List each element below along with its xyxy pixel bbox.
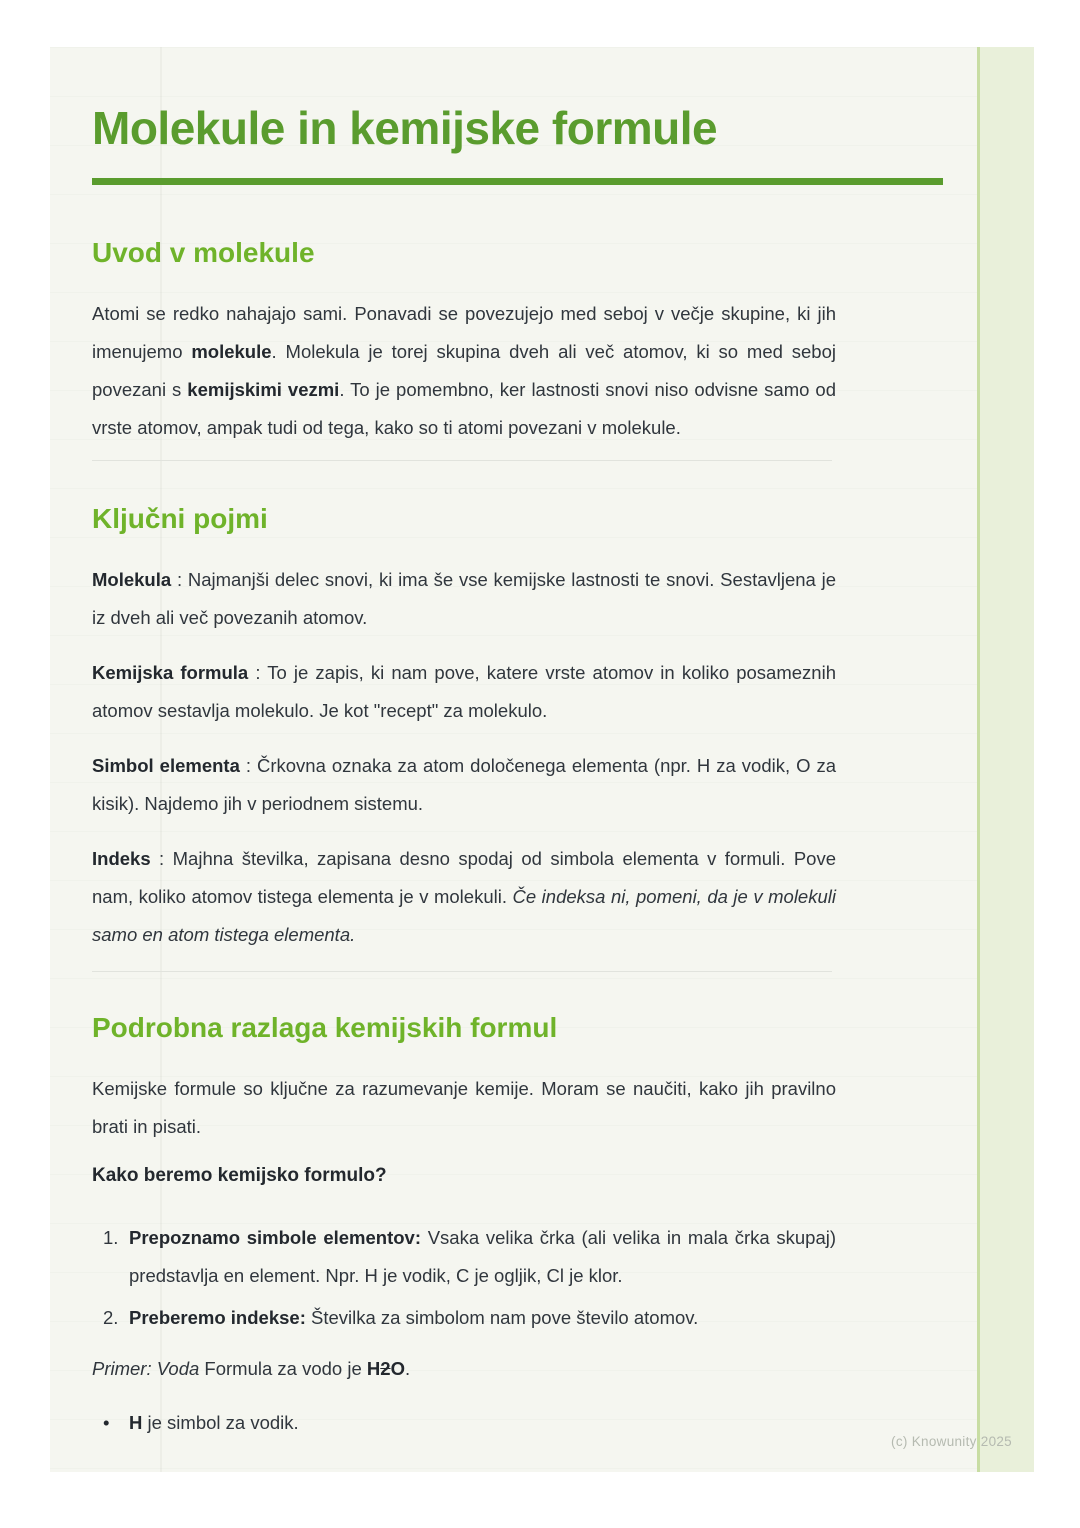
text-run: Atomi se redko nahajajo sami. Ponavadi se povezujejo med seboj v večje skupine, ki jih imenujemo	[92, 302, 836, 362]
text-run: . Molekula je torej skupina dveh ali več atomov, ki so med seboj povezani s	[92, 340, 836, 400]
definition-text: Najmanjši delec snovi, ki ima še vse kemijske lastnosti te snovi. Sestavljena je iz dveh ali več povezanih atomov.	[92, 568, 836, 628]
text-run: Formula za vodo je	[199, 1358, 367, 1380]
section-heading-razlaga: Podrobna razlaga kemijskih formul	[92, 1011, 558, 1043]
text-run: Vsaka velika črka (ali velika in mala črka skupaj) predstavlja en element. Npr. H je vodik, C je ogljik, Cl je klor.	[129, 1227, 836, 1287]
section-heading-uvod: Uvod v molekule	[92, 236, 315, 268]
bullet-item-text	[129, 1404, 836, 1442]
definition-term: Kemijska formula	[92, 661, 249, 683]
page-title: Molekule in kemijske formule	[92, 102, 718, 154]
definition-molekula	[92, 561, 836, 637]
razlaga-intro-paragraph: Kemijske formule so ključne za razumevanje kemije. Moram se naučiti, kako jih pravilno brati in pisati.	[92, 1078, 836, 1138]
definition-simbol-elementa	[92, 747, 836, 823]
bold-term-kemijske-vezmi: kemijskimi vezmi	[187, 378, 340, 400]
list-item-text	[129, 1299, 836, 1337]
text-run: Številka za simbolom nam pove število atomov.	[305, 1307, 699, 1329]
intro-paragraph	[92, 295, 836, 447]
definition-indeks	[92, 840, 836, 954]
formula-subscript-2: 2	[380, 1358, 391, 1380]
bold-term-molekule: molekule	[191, 340, 272, 362]
text-run: . To je pomembno, ker lastnosti snovi niso odvisne samo od vrste atomov, ampak tudi od tega, kako so ti atomi povezani v molekule.	[92, 378, 836, 438]
list-item	[92, 1299, 836, 1337]
right-accent-stripe	[977, 47, 1034, 1472]
list-item-lead: Prepoznamo simbole elementov:	[129, 1227, 421, 1249]
formula-h: H	[366, 1358, 381, 1380]
definition-text: To je zapis, ki nam pove, katere vrste atomov in koliko posameznih atomov sestavlja molekulo. Je kot "recept" za molekulo.	[92, 661, 836, 721]
primer-italic-lead: Primer: Voda	[92, 1358, 200, 1380]
primer-paragraph	[92, 1350, 836, 1388]
definition-text: Majhna številka, zapisana desno spodaj od simbola elementa v formuli. Pove nam, koliko atomov tistega elementa je v molekuli.	[92, 847, 837, 907]
definition-term: Indeks	[92, 847, 151, 869]
list-item	[92, 1219, 836, 1295]
definition-separator: :	[171, 568, 188, 590]
definition-term: Simbol elementa	[92, 754, 240, 776]
bullet-list-item	[92, 1404, 836, 1442]
definition-text: Črkovna oznaka za atom določenega elementa (npr. H za vodik, O za kisik). Najdemo jih v periodnem sistemu.	[92, 754, 837, 814]
watermark-copyright: (c) Knowunity 2025	[891, 1434, 1012, 1449]
content-column	[92, 47, 944, 1442]
formula-o: O	[390, 1358, 405, 1380]
text-run: .	[404, 1358, 411, 1380]
definition-separator: :	[150, 847, 173, 869]
list-item-text	[129, 1219, 836, 1295]
definition-term: Molekula	[92, 568, 172, 590]
definition-separator: :	[239, 754, 257, 776]
title-underline-rule	[92, 178, 943, 185]
definition-separator: :	[248, 661, 268, 683]
bullet-icon: •	[103, 1412, 110, 1434]
definition-italic-note: Če indeksa ni, pomeni, da je v molekuli samo en atom tistega elementa.	[92, 885, 836, 945]
definition-kemijska-formula	[92, 654, 836, 730]
water-formula	[367, 1358, 405, 1379]
bullet-item-lead: H	[129, 1412, 143, 1434]
list-item-number: 2.	[103, 1307, 119, 1329]
list-item-number: 1.	[103, 1227, 119, 1249]
section-heading-pojmi: Ključni pojmi	[92, 502, 268, 534]
subheading-kako-beremo: Kako beremo kemijsko formulo?	[92, 1165, 387, 1187]
ordered-list	[92, 1219, 944, 1337]
text-run: je simbol za vodik.	[142, 1412, 299, 1434]
list-item-lead: Preberemo indekse:	[129, 1307, 306, 1329]
section-divider	[92, 971, 832, 972]
section-divider	[92, 460, 832, 461]
